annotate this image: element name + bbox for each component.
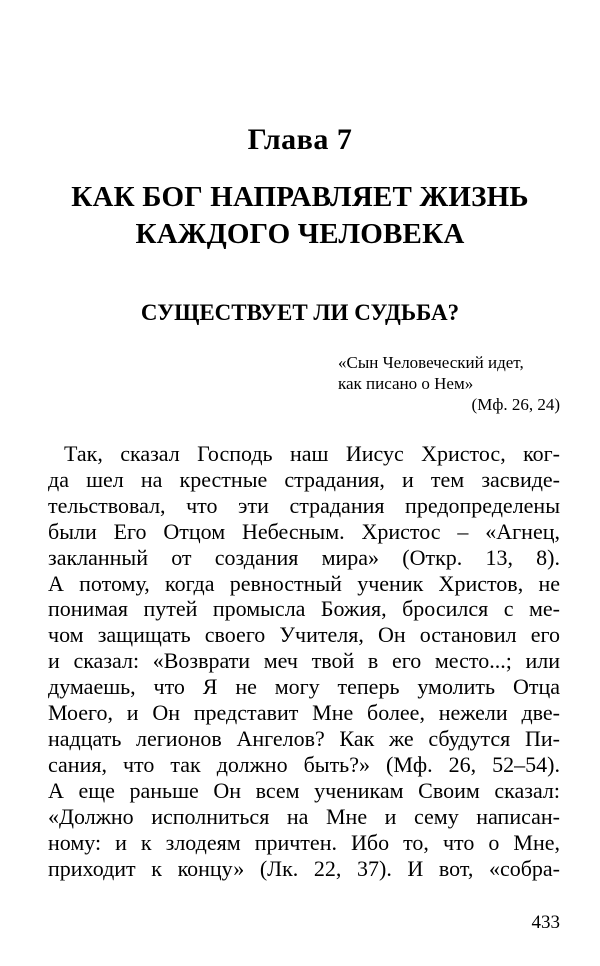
- epigraph-line-2: как писано о Нем»: [338, 374, 474, 393]
- body-line: думаешь, что Я не могу теперь умолить Отца: [48, 674, 560, 700]
- body-line: А потому, когда ревностный ученик Христов, не: [48, 570, 560, 596]
- body-line: «Должно исполниться на Мне и сему написан-: [48, 803, 560, 829]
- chapter-heading: Глава 7: [247, 123, 353, 156]
- body-line: Так, сказал Господь наш Иисус Христос, ког-: [64, 441, 560, 466]
- body-line: А еще раньше Он всем ученикам Своим сказал:: [48, 777, 560, 803]
- body-line: ному: и к злодеям причтен. Ибо то, что о Мне,: [48, 829, 560, 855]
- body-line: понимая путей промысла Божия, бросился с ме-: [48, 596, 560, 622]
- body-line: тельствовал, что эти страдания предопределены: [48, 492, 560, 518]
- body-line: приходит к концу» (Лк. 22, 37). И вот, «собра-: [48, 855, 560, 881]
- chapter-title: [40, 179, 560, 253]
- epigraph: [338, 352, 560, 415]
- epigraph-source: (Мф. 26, 24): [471, 395, 560, 414]
- epigraph-line-1: «Сын Человеческий идет,: [338, 353, 524, 372]
- section-heading: СУЩЕСТВУЕТ ЛИ СУДЬБА?: [140, 300, 460, 325]
- body-line: и сказал: «Возврати меч твой в его место...; или: [48, 648, 560, 674]
- body-line: надцать легионов Ангелов? Как же сбудутся Пи-: [48, 725, 560, 751]
- body-line: сания, что так должно быть?» (Мф. 26, 52–54).: [48, 751, 560, 777]
- body-paragraph: [48, 441, 560, 881]
- chapter-title-line-1: КАК БОГ НАПРАВЛЯЕТ ЖИЗНЬ: [71, 181, 529, 213]
- chapter-title-line-2: КАЖДОГО ЧЕЛОВЕКА: [135, 218, 465, 250]
- body-line: чом защищать своего Учителя, Он остановил его: [48, 622, 560, 648]
- body-line: закланный от создания мира» (Откр. 13, 8).: [48, 544, 560, 570]
- body-line: да шел на крестные страдания, и тем засвиде-: [48, 466, 560, 492]
- body-line: Моего, и Он представит Мне более, нежели две-: [48, 700, 560, 726]
- body-line: были Его Отцом Небесным. Христос – «Агнец,: [48, 518, 560, 544]
- page-number: 433: [531, 912, 560, 933]
